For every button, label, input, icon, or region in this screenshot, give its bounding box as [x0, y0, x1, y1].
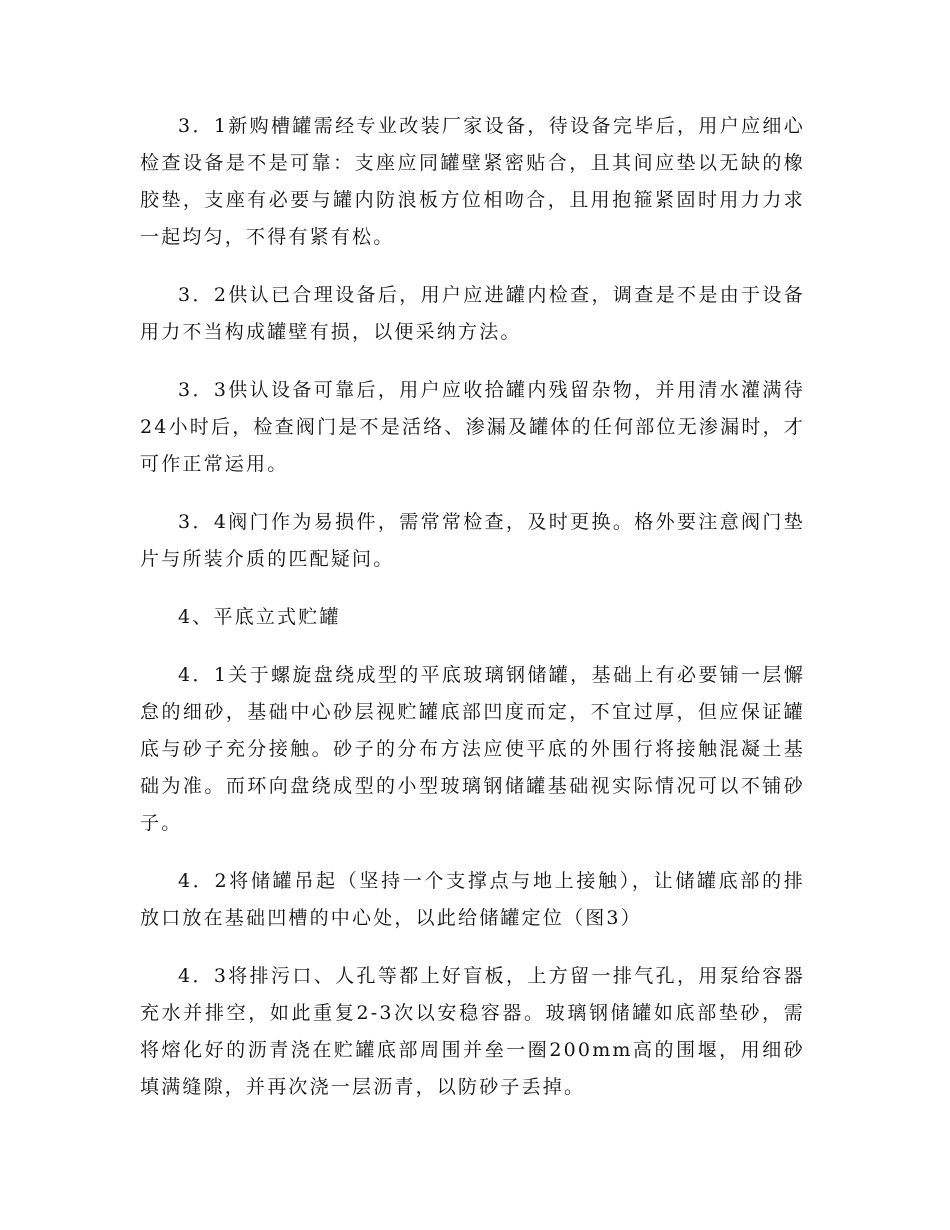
paragraph-3-1: 3．1新购槽罐需经专业改装厂家设备，待设备完毕后，用户应细心检查设备是不是可靠：支座应同罐壁紧密贴合，且其间应垫以无缺的橡胶垫，支座有必要与罐内防浪板方位相吻合，且用抱箍紧固时用力力求一起均匀，不得有紧有松。 [140, 115, 805, 248]
paragraph-3-2: 3．2供认已合理设备后，用户应进罐内检查，调查是不是由于设备用力不当构成罐壁有损，以便采纳方法。 [140, 284, 805, 343]
paragraph-4-2: 4．2将储罐吊起（坚持一个支撑点与地上接触），让储罐底部的排放口放在基础凹槽的中心处，以此给储罐定位（图3） [140, 870, 805, 929]
section-heading-4: 4、平底立式贮罐 [178, 606, 341, 628]
paragraph-3-3: 3．3供认设备可靠后，用户应收拾罐内残留杂物，并用清水灌满待24小时后，检查阀门是不是活络、渗漏及罐体的任何部位无渗漏时，才可作正常运用。 [140, 379, 805, 475]
paragraph-3-4: 3．4阀门作为易损件，需常常检查，及时更换。格外要注意阀门垫片与所装介质的匹配疑问。 [140, 511, 805, 570]
document-body [140, 108, 805, 1127]
paragraph-4-1: 4．1关于螺旋盘绕成型的平底玻璃钢储罐，基础上有必要铺一层懈怠的细砂，基础中心砂层视贮罐底部凹度而定，不宜过厚，但应保证罐底与砂子充分接触。砂子的分布方法应使平底的外围行将接触混凝土基础为准。而环向盘绕成型的小型玻璃钢储罐基础视实际情况可以不铺砂子。 [140, 664, 805, 834]
paragraph-4-3: 4．3将排污口、人孔等都上好盲板，上方留一排气孔，用泵给容器充水并排空，如此重复2-3次以安稳容器。玻璃钢储罐如底部垫砂，需将熔化好的沥青浇在贮罐底部周围并垒一圈200mm高的围堰，用细砂填满缝隙，并再次浇一层沥青，以防砂子丢掉。 [140, 965, 805, 1098]
